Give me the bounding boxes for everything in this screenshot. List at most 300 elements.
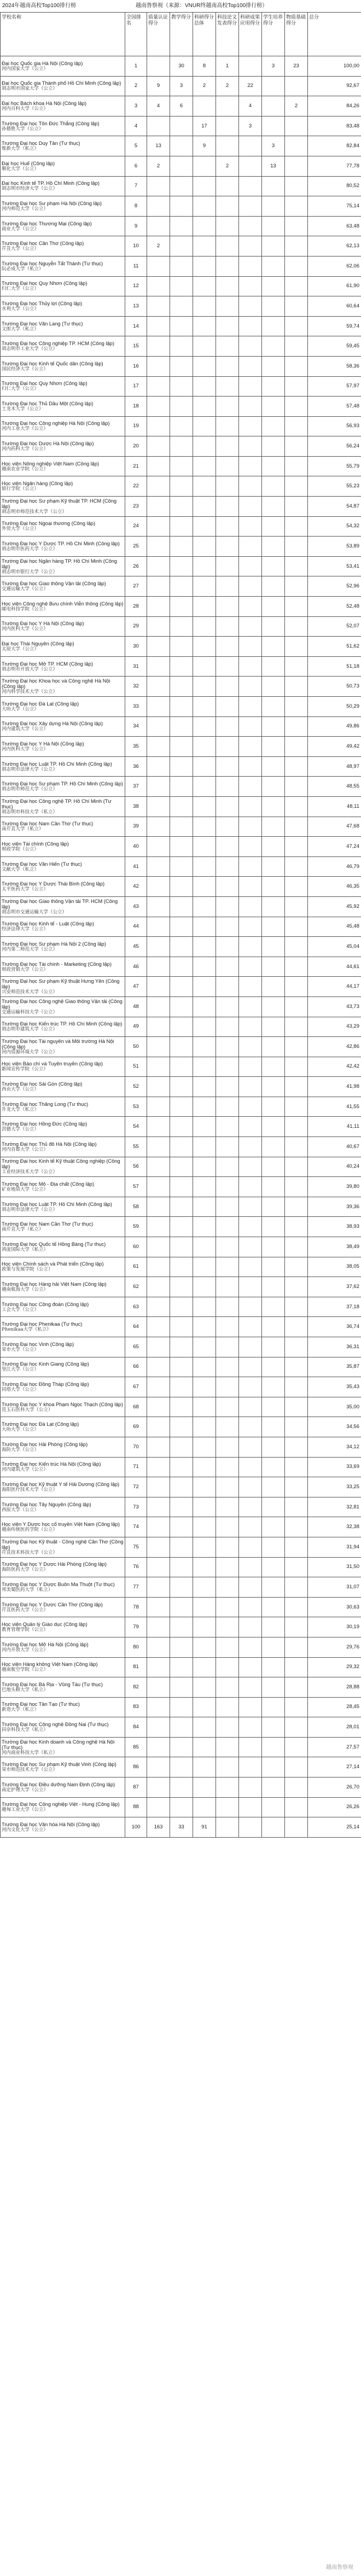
university-name-cell bbox=[1, 1717, 125, 1738]
research-cell bbox=[193, 376, 216, 397]
quality-cell bbox=[147, 1097, 170, 1117]
university-name-cell bbox=[1, 216, 125, 236]
quality-cell bbox=[147, 516, 170, 537]
teaching-cell bbox=[170, 576, 193, 597]
teaching-cell bbox=[170, 356, 193, 376]
total-score-cell: 37,62 bbox=[308, 1277, 361, 1297]
total-score-cell: 44,17 bbox=[308, 977, 361, 997]
research-cell bbox=[193, 236, 216, 257]
university-name-cell bbox=[1, 56, 125, 77]
university-name-cn: 胡志明市师范技术大学（公立） bbox=[2, 509, 67, 515]
university-name-cell bbox=[1, 1037, 125, 1057]
teaching-cell bbox=[170, 136, 193, 156]
table-row bbox=[1, 1497, 361, 1517]
quality-cell: 2 bbox=[147, 156, 170, 176]
facility-cell bbox=[285, 1117, 308, 1137]
university-name-cn: 南定护理大学（公立） bbox=[2, 1787, 49, 1793]
university-name-vn: Trường Đại học Xây dựng Hà Nội (Công lập) bbox=[2, 721, 103, 727]
total-score-cell: 35,87 bbox=[308, 1357, 361, 1377]
students-cell bbox=[262, 497, 285, 517]
total-score-cell: 47,68 bbox=[308, 817, 361, 837]
university-name-cell bbox=[1, 1197, 125, 1217]
table-row bbox=[1, 1817, 361, 1838]
students-cell bbox=[262, 456, 285, 476]
university-name-cell bbox=[1, 1377, 125, 1397]
research-cell bbox=[193, 1137, 216, 1157]
papers-cell bbox=[216, 777, 239, 797]
university-name-vn: Trường Đại học Tôn Đức Thắng (Công lập) bbox=[2, 120, 100, 126]
teaching-cell bbox=[170, 1257, 193, 1277]
teaching-cell bbox=[170, 996, 193, 1017]
papers-cell bbox=[216, 1517, 239, 1537]
application-cell: 3 bbox=[239, 116, 262, 136]
teaching-cell bbox=[170, 1017, 193, 1037]
papers-cell bbox=[216, 216, 239, 236]
header-teaching: 教学得分 bbox=[170, 13, 193, 56]
quality-cell bbox=[147, 1697, 170, 1717]
facility-cell bbox=[285, 1077, 308, 1097]
application-cell bbox=[239, 1817, 262, 1838]
total-score-cell: 60,64 bbox=[308, 296, 361, 317]
students-cell bbox=[262, 996, 285, 1017]
students-cell bbox=[262, 1297, 285, 1317]
rank-cell: 52 bbox=[125, 1077, 147, 1097]
university-name-cell bbox=[1, 336, 125, 357]
university-name-cell bbox=[1, 597, 125, 617]
table-row bbox=[1, 1797, 361, 1817]
rank-cell: 54 bbox=[125, 1117, 147, 1137]
header-facility: 物质基础得分 bbox=[285, 13, 308, 56]
rank-cell: 11 bbox=[125, 256, 147, 276]
total-score-cell: 39,80 bbox=[308, 1177, 361, 1197]
application-cell bbox=[239, 1257, 262, 1277]
research-cell bbox=[193, 1017, 216, 1037]
university-name-vn: Đại học Quốc gia Hà Nội (Công lập) bbox=[2, 60, 83, 66]
university-name-cell bbox=[1, 1697, 125, 1717]
university-name-cn: 河内文化大学（公立） bbox=[2, 1827, 49, 1833]
students-cell bbox=[262, 1737, 285, 1757]
university-name-cn: 胡志明市建筑大学（公立） bbox=[2, 1027, 58, 1033]
quality-cell bbox=[147, 1277, 170, 1297]
table-row bbox=[1, 1437, 361, 1457]
papers-cell bbox=[216, 1597, 239, 1617]
facility-cell bbox=[285, 1577, 308, 1598]
total-score-cell: 92,67 bbox=[308, 76, 361, 96]
university-name-cell bbox=[1, 476, 125, 497]
facility-cell bbox=[285, 877, 308, 897]
university-name-cn: 河内国家大学（公立） bbox=[2, 66, 49, 72]
application-cell bbox=[239, 677, 262, 697]
university-name-vn: Trường Đại học Sư phạm TP. Hồ Chí Minh (Công lập) bbox=[2, 781, 123, 787]
university-name-cell bbox=[1, 1157, 125, 1177]
header-score: 总分 bbox=[308, 13, 361, 56]
university-name-cell bbox=[1, 1397, 125, 1417]
teaching-cell bbox=[170, 677, 193, 697]
table-row bbox=[1, 76, 361, 96]
rank-cell: 34 bbox=[125, 716, 147, 737]
papers-cell bbox=[216, 1017, 239, 1037]
students-cell bbox=[262, 637, 285, 657]
research-cell bbox=[193, 977, 216, 997]
table-row bbox=[1, 1657, 361, 1677]
research-cell bbox=[193, 1637, 216, 1657]
quality-cell bbox=[147, 276, 170, 296]
university-name-cn: 胡志明市科技大学（私立） bbox=[2, 809, 58, 815]
quality-cell bbox=[147, 1377, 170, 1397]
table-row bbox=[1, 216, 361, 236]
quality-cell bbox=[147, 937, 170, 957]
table-row bbox=[1, 1757, 361, 1777]
university-name-cell bbox=[1, 877, 125, 897]
rank-cell: 30 bbox=[125, 637, 147, 657]
teaching-cell: 30 bbox=[170, 56, 193, 77]
teaching-cell bbox=[170, 716, 193, 737]
students-cell bbox=[262, 537, 285, 557]
university-name-cn: 大叻大学（公立） bbox=[2, 706, 39, 712]
papers-cell bbox=[216, 1717, 239, 1738]
table-row bbox=[1, 1637, 361, 1657]
university-name-cell bbox=[1, 697, 125, 717]
table-row bbox=[1, 397, 361, 417]
rank-cell: 72 bbox=[125, 1477, 147, 1497]
total-score-cell: 57,97 bbox=[308, 376, 361, 397]
facility-cell bbox=[285, 1217, 308, 1237]
papers-cell bbox=[216, 116, 239, 136]
quality-cell bbox=[147, 196, 170, 217]
students-cell bbox=[262, 817, 285, 837]
total-score-cell: 39,36 bbox=[308, 1197, 361, 1217]
teaching-cell bbox=[170, 556, 193, 576]
table-row bbox=[1, 1017, 361, 1037]
table-row bbox=[1, 1337, 361, 1357]
papers-cell bbox=[216, 576, 239, 597]
rank-cell: 35 bbox=[125, 737, 147, 757]
table-row bbox=[1, 236, 361, 257]
quality-cell bbox=[147, 697, 170, 717]
teaching-cell bbox=[170, 1777, 193, 1798]
university-name-vn: Trường Đại học Điều dưỡng Nam Định (Công lập) bbox=[2, 1781, 115, 1787]
rank-cell: 88 bbox=[125, 1797, 147, 1817]
teaching-cell bbox=[170, 1497, 193, 1517]
students-cell bbox=[262, 756, 285, 777]
application-cell bbox=[239, 1637, 262, 1657]
table-row bbox=[1, 336, 361, 357]
research-cell bbox=[193, 1337, 216, 1357]
research-cell bbox=[193, 1077, 216, 1097]
university-name-vn: Học viện Nông nghiệp Việt Nam (Công lập) bbox=[2, 461, 100, 467]
teaching-cell bbox=[170, 1737, 193, 1757]
table-row bbox=[1, 756, 361, 777]
rank-cell: 69 bbox=[125, 1417, 147, 1437]
papers-cell bbox=[216, 1257, 239, 1277]
facility-cell bbox=[285, 1057, 308, 1077]
quality-cell bbox=[147, 1717, 170, 1738]
teaching-cell bbox=[170, 1137, 193, 1157]
papers-cell bbox=[216, 597, 239, 617]
papers-cell bbox=[216, 1737, 239, 1757]
total-score-cell: 36,31 bbox=[308, 1337, 361, 1357]
table-row bbox=[1, 937, 361, 957]
students-cell bbox=[262, 957, 285, 977]
quality-cell bbox=[147, 1577, 170, 1598]
research-cell bbox=[193, 96, 216, 116]
university-name-vn: Đại học Bách khoa Hà Nội (Công lập) bbox=[2, 100, 87, 106]
total-score-cell: 100,00 bbox=[308, 56, 361, 77]
facility-cell bbox=[285, 576, 308, 597]
facility-cell bbox=[285, 756, 308, 777]
rank-cell: 25 bbox=[125, 537, 147, 557]
university-name-cell bbox=[1, 937, 125, 957]
papers-cell bbox=[216, 497, 239, 517]
papers-cell bbox=[216, 236, 239, 257]
papers-cell bbox=[216, 817, 239, 837]
rank-cell: 60 bbox=[125, 1237, 147, 1257]
papers-cell bbox=[216, 196, 239, 217]
teaching-cell bbox=[170, 1357, 193, 1377]
papers-cell bbox=[216, 677, 239, 697]
research-cell bbox=[193, 1497, 216, 1517]
quality-cell bbox=[147, 1437, 170, 1457]
papers-cell bbox=[216, 1697, 239, 1717]
application-cell bbox=[239, 1217, 262, 1237]
teaching-cell bbox=[170, 1337, 193, 1357]
table-row bbox=[1, 1057, 361, 1077]
application-cell bbox=[239, 1797, 262, 1817]
university-name-cell bbox=[1, 116, 125, 136]
papers-cell bbox=[216, 697, 239, 717]
research-cell bbox=[193, 1117, 216, 1137]
university-name-cell bbox=[1, 896, 125, 917]
table-row bbox=[1, 1157, 361, 1177]
application-cell bbox=[239, 896, 262, 917]
title-bar bbox=[0, 0, 361, 12]
table-row bbox=[1, 1277, 361, 1297]
university-name-cell bbox=[1, 1337, 125, 1357]
university-name-vn: Trường Đại học Công nghệ TP. Hồ Chí Minh (Tư thục) bbox=[2, 798, 112, 809]
total-score-cell: 46,35 bbox=[308, 877, 361, 897]
university-name-vn: Trường Đại học Kinh doanh và Công nghệ Hà Nội (Tư thục) bbox=[2, 1739, 115, 1750]
papers-cell bbox=[216, 456, 239, 476]
papers-cell bbox=[216, 977, 239, 997]
research-cell bbox=[193, 1217, 216, 1237]
students-cell bbox=[262, 296, 285, 317]
university-name-cell bbox=[1, 977, 125, 997]
university-name-vn: Trường Đại học Tài chính - Marketing (Công lập) bbox=[2, 961, 112, 967]
university-name-vn: Trường Đại học Dược Hà Nội (Công lập) bbox=[2, 441, 94, 447]
table-row bbox=[1, 1177, 361, 1197]
total-score-cell: 52,48 bbox=[308, 597, 361, 617]
research-cell bbox=[193, 837, 216, 857]
application-cell bbox=[239, 1117, 262, 1137]
application-cell bbox=[239, 1517, 262, 1537]
rank-cell: 29 bbox=[125, 616, 147, 637]
teaching-cell bbox=[170, 116, 193, 136]
students-cell bbox=[262, 236, 285, 257]
rank-cell: 77 bbox=[125, 1577, 147, 1598]
application-cell bbox=[239, 756, 262, 777]
rank-cell: 41 bbox=[125, 856, 147, 877]
research-cell bbox=[193, 196, 216, 217]
papers-cell bbox=[216, 1637, 239, 1657]
table-row bbox=[1, 176, 361, 196]
quality-cell: 163 bbox=[147, 1817, 170, 1838]
papers-cell bbox=[216, 296, 239, 317]
total-score-cell: 51,18 bbox=[308, 656, 361, 677]
quality-cell bbox=[147, 1457, 170, 1477]
table-row bbox=[1, 276, 361, 296]
research-cell bbox=[193, 896, 216, 917]
research-cell bbox=[193, 456, 216, 476]
application-cell: 4 bbox=[239, 96, 262, 116]
table-row bbox=[1, 156, 361, 176]
students-cell bbox=[262, 516, 285, 537]
teaching-cell bbox=[170, 1397, 193, 1417]
quality-cell bbox=[147, 917, 170, 937]
facility-cell bbox=[285, 336, 308, 357]
total-score-cell: 59,74 bbox=[308, 316, 361, 336]
table-row bbox=[1, 1317, 361, 1337]
students-cell bbox=[262, 1137, 285, 1157]
research-cell bbox=[193, 796, 216, 817]
total-score-cell: 57,48 bbox=[308, 397, 361, 417]
total-score-cell: 58,36 bbox=[308, 356, 361, 376]
students-cell bbox=[262, 616, 285, 637]
table-row bbox=[1, 817, 361, 837]
students-cell bbox=[262, 1097, 285, 1117]
table-row bbox=[1, 616, 361, 637]
facility-cell bbox=[285, 1017, 308, 1037]
research-cell bbox=[193, 1597, 216, 1617]
university-name-vn: Trường Đại học Quy Nhơn (Công lập) bbox=[2, 381, 88, 387]
students-cell bbox=[262, 1037, 285, 1057]
quality-cell bbox=[147, 677, 170, 697]
teaching-cell bbox=[170, 937, 193, 957]
total-score-cell: 48,97 bbox=[308, 756, 361, 777]
total-score-cell: 38,05 bbox=[308, 1257, 361, 1277]
university-name-cn: 商业大学（公立） bbox=[2, 226, 39, 232]
research-cell bbox=[193, 697, 216, 717]
application-cell bbox=[239, 416, 262, 436]
university-name-cn: 工会大学（公立） bbox=[2, 1307, 39, 1313]
facility-cell bbox=[285, 1357, 308, 1377]
quality-cell bbox=[147, 1617, 170, 1637]
total-score-cell: 51,62 bbox=[308, 637, 361, 657]
table-row bbox=[1, 957, 361, 977]
rank-cell: 51 bbox=[125, 1057, 147, 1077]
students-cell bbox=[262, 896, 285, 917]
quality-cell bbox=[147, 1777, 170, 1798]
total-score-cell: 53,41 bbox=[308, 556, 361, 576]
university-name-vn: Trường Đại học Đà Lạt (Công lập) bbox=[2, 1421, 79, 1427]
facility-cell bbox=[285, 777, 308, 797]
university-name-cn: 胡志明市工业大学（公立） bbox=[2, 346, 58, 352]
research-cell bbox=[193, 1577, 216, 1598]
facility-cell bbox=[285, 116, 308, 136]
rank-cell: 76 bbox=[125, 1557, 147, 1577]
students-cell bbox=[262, 1637, 285, 1657]
research-cell bbox=[193, 1037, 216, 1057]
table-row bbox=[1, 677, 361, 697]
university-name-cn: 芹苴医药大学（公立） bbox=[2, 1607, 49, 1613]
table-title: 2024年越南高校Top100排行榜 bbox=[2, 3, 77, 9]
university-name-cn: 巴地头顿大学（私立） bbox=[2, 1687, 49, 1693]
research-cell bbox=[193, 937, 216, 957]
students-cell bbox=[262, 856, 285, 877]
total-score-cell: 34,12 bbox=[308, 1437, 361, 1457]
university-name-vn: Trường Đại học Sài Gòn (Công lập) bbox=[2, 1081, 83, 1087]
students-cell bbox=[262, 937, 285, 957]
application-cell: 22 bbox=[239, 76, 262, 96]
total-score-cell: 54,32 bbox=[308, 516, 361, 537]
papers-cell bbox=[216, 996, 239, 1017]
university-name-cell bbox=[1, 1437, 125, 1457]
research-cell bbox=[193, 1797, 216, 1817]
university-name-vn: Trường Đại học Thủy lợi (Công lập) bbox=[2, 300, 83, 306]
university-name-cell bbox=[1, 796, 125, 817]
facility-cell bbox=[285, 376, 308, 397]
research-cell bbox=[193, 1197, 216, 1217]
table-row bbox=[1, 1117, 361, 1137]
facility-cell bbox=[285, 1157, 308, 1177]
university-name-cell bbox=[1, 1517, 125, 1537]
university-name-vn: Trường Đại học Giao thông Vận tải (Công lập) bbox=[2, 581, 106, 587]
quality-cell bbox=[147, 1557, 170, 1577]
research-cell bbox=[193, 1537, 216, 1557]
university-name-cn: 太平医药大学（公立） bbox=[2, 887, 49, 893]
university-name-cell bbox=[1, 777, 125, 797]
students-cell bbox=[262, 1077, 285, 1097]
quality-cell bbox=[147, 556, 170, 576]
research-cell bbox=[193, 957, 216, 977]
quality-cell bbox=[147, 856, 170, 877]
facility-cell bbox=[285, 136, 308, 156]
papers-cell bbox=[216, 556, 239, 576]
facility-cell bbox=[285, 1097, 308, 1117]
application-cell bbox=[239, 1097, 262, 1117]
university-name-cell bbox=[1, 917, 125, 937]
teaching-cell bbox=[170, 1217, 193, 1237]
facility-cell bbox=[285, 537, 308, 557]
application-cell bbox=[239, 537, 262, 557]
facility-cell bbox=[285, 476, 308, 497]
facility-cell bbox=[285, 697, 308, 717]
facility-cell bbox=[285, 1397, 308, 1417]
university-name-vn: Trường Đại học Kinh tế Kỹ thuật Công nghiệp (Công lập) bbox=[2, 1158, 120, 1170]
university-name-cn: 新造大学（私立） bbox=[2, 1707, 39, 1713]
total-score-cell: 25,14 bbox=[308, 1817, 361, 1838]
students-cell bbox=[262, 837, 285, 857]
university-name-cell bbox=[1, 1137, 125, 1157]
rank-cell: 21 bbox=[125, 456, 147, 476]
application-cell bbox=[239, 1757, 262, 1777]
research-cell bbox=[193, 1757, 216, 1777]
rank-cell: 100 bbox=[125, 1817, 147, 1838]
teaching-cell bbox=[170, 637, 193, 657]
application-cell bbox=[239, 296, 262, 317]
research-cell bbox=[193, 476, 216, 497]
teaching-cell bbox=[170, 756, 193, 777]
rank-cell: 6 bbox=[125, 156, 147, 176]
facility-cell bbox=[285, 1757, 308, 1777]
students-cell bbox=[262, 576, 285, 597]
papers-cell bbox=[216, 1337, 239, 1357]
table-row bbox=[1, 56, 361, 77]
application-cell bbox=[239, 576, 262, 597]
university-name-cn: 河内百科大学（公立） bbox=[2, 106, 49, 112]
university-name-vn: Trường Đại học Sư phạm Kỹ thuật TP. HCM (Công lập) bbox=[2, 498, 117, 509]
teaching-cell: 33 bbox=[170, 1817, 193, 1838]
total-score-cell: 56,24 bbox=[308, 436, 361, 457]
